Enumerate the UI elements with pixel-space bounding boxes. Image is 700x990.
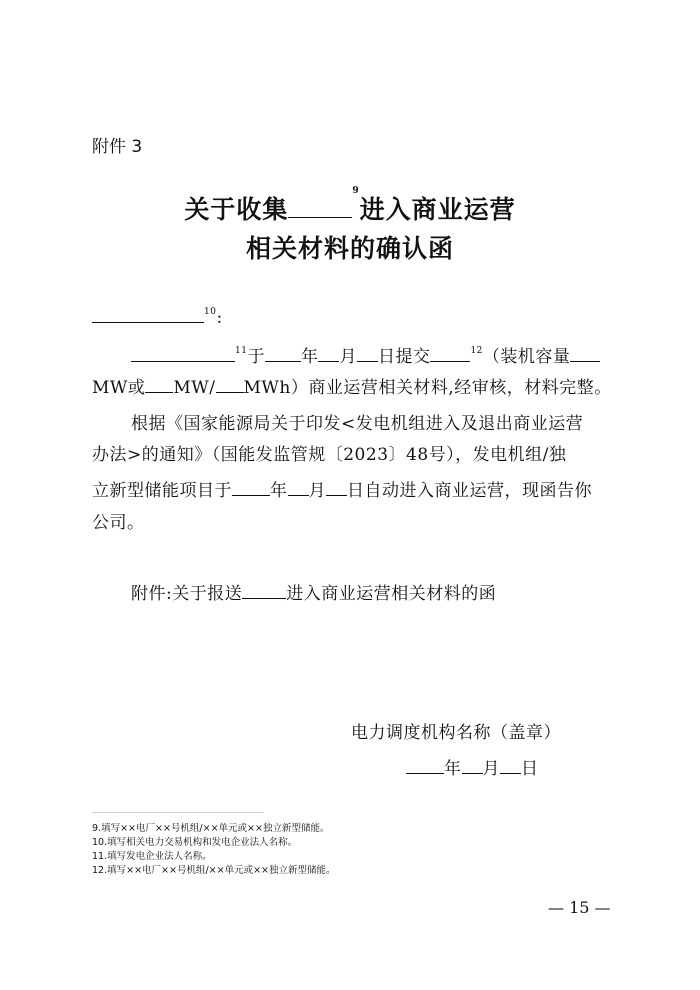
attachment-label: 附件 3 (92, 137, 143, 157)
attachment-note-suffix: 进入商业运营相关材料的函 (286, 584, 497, 604)
title-prefix: 关于收集 (184, 195, 289, 224)
text-mw-slash: MW/ (173, 378, 216, 398)
date-yue: 月 (482, 759, 500, 779)
capacity-blank (570, 345, 600, 362)
month-blank (318, 345, 339, 362)
date-nian: 年 (444, 759, 462, 779)
p2-day-blank (326, 479, 347, 496)
footnote-9: 9.填写××电厂××号机组/××单元或××独立新型储能。 (92, 823, 330, 834)
salutation-blank (92, 306, 204, 323)
date-ri: 日 (521, 759, 539, 779)
footnote-10: 10.填写相关电力交易机构和发电企业法人名称。 (92, 837, 298, 848)
text-mw-or: MW或 (92, 378, 146, 398)
text-nian: 年 (300, 347, 319, 367)
mw-blank (145, 376, 173, 393)
signature-org: 电力调度机构名称（盖章） (351, 723, 561, 743)
footnote-ref-11: 11 (235, 346, 248, 356)
date-year-blank (406, 757, 444, 774)
unit-blank (430, 345, 470, 362)
title-line-2: 相关材料的确认函 (245, 234, 454, 263)
mwh-blank (216, 376, 244, 393)
text-yu: 于 (247, 347, 265, 367)
salutation (92, 306, 223, 329)
date-day-blank (500, 757, 521, 774)
title-line-1 (0, 186, 700, 226)
text-p2-suffix: 日自动进入商业运营，现函告你 (347, 481, 592, 501)
paragraph-2-line-2: 办法>的通知》（国能发监管规〔2023〕48号），发电机组/独 (92, 445, 567, 465)
page-number: — 15 — (548, 898, 611, 917)
text-p2-prefix: 立新型储能项目于 (92, 481, 232, 501)
salutation-footnote-ref: 10 (204, 307, 217, 317)
paragraph-1-line-1 (131, 345, 600, 368)
attachment-note (131, 582, 496, 605)
paragraph-2-line-1: 根据《国家能源局关于印发<发电机组进入及退出商业运营 (131, 414, 584, 434)
signature-date (406, 757, 539, 780)
footnote-12: 12.填写××电厂××号机组/××单元或××独立新型储能。 (92, 865, 336, 876)
date-month-blank (462, 757, 483, 774)
footnote-11: 11.填写发电企业法人名称。 (92, 851, 212, 862)
paragraph-2-line-3 (92, 479, 592, 502)
salutation-colon: : (216, 308, 223, 328)
footnote-divider (92, 812, 264, 813)
paragraph-1-line-2 (92, 376, 612, 399)
text-capacity: （装机容量 (482, 347, 571, 367)
text-p2-nian: 年 (270, 481, 288, 501)
footnote-ref-12: 12 (470, 346, 483, 356)
day-blank (357, 345, 378, 362)
title-suffix: 进入商业运营 (359, 195, 516, 224)
p2-year-blank (232, 479, 270, 496)
year-blank (265, 345, 301, 362)
text-p2-yue: 月 (308, 481, 326, 501)
text-ri-submit: 日提交 (377, 347, 431, 367)
attachment-note-blank (242, 582, 286, 599)
title-footnote-ref: 9 (352, 186, 360, 196)
title-blank (288, 197, 352, 218)
attachment-note-prefix: 附件:关于报送 (131, 584, 243, 604)
text-p1-rest: MWh）商业运营相关材料,经审核，材料完整。 (243, 378, 612, 398)
submitter-blank (131, 345, 235, 362)
p2-month-blank (288, 479, 309, 496)
text-yue: 月 (339, 347, 357, 367)
paragraph-2-line-4: 公司。 (92, 513, 145, 533)
